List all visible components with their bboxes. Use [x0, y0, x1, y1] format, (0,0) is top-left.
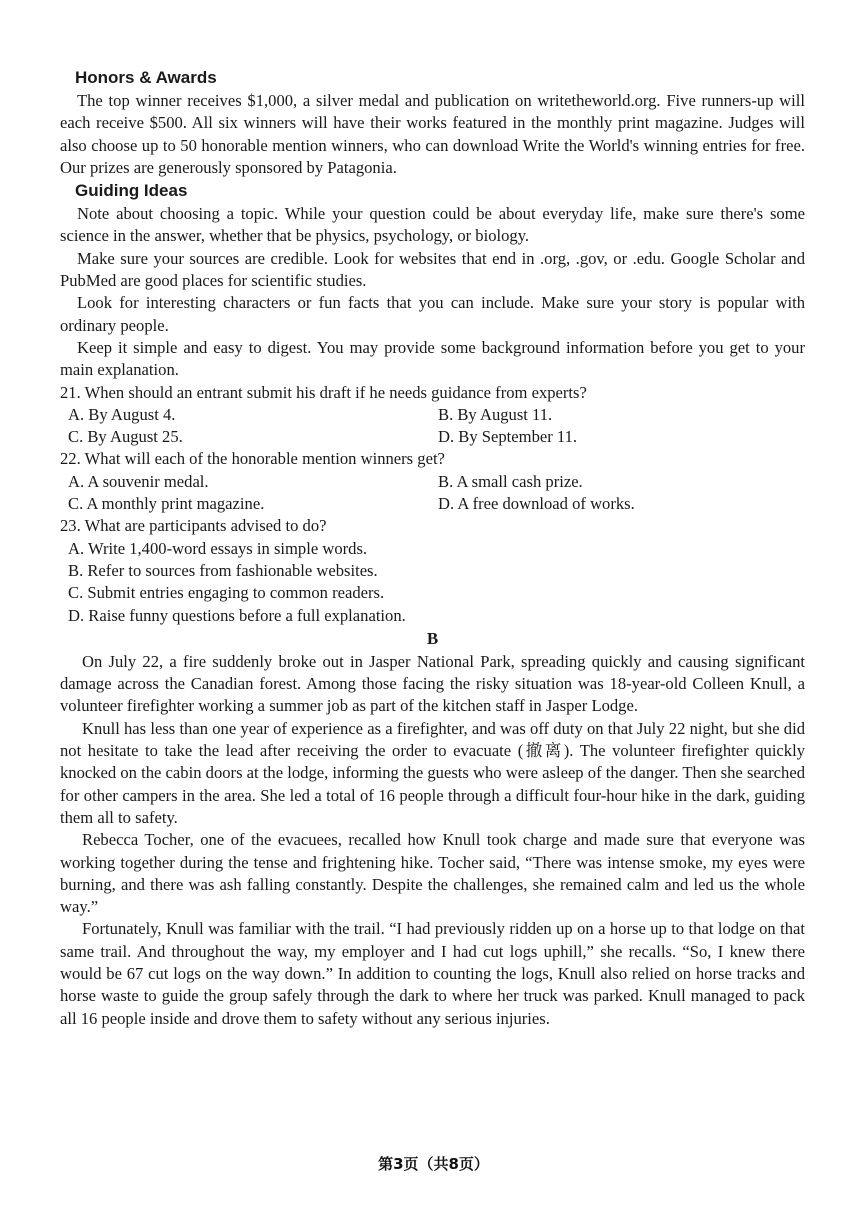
page-content: [60, 66, 805, 1030]
question-23: [60, 515, 805, 626]
option-d: D. A free download of works.: [438, 494, 635, 514]
question-stem: 23. What are participants advised to do?: [60, 516, 327, 536]
question-stem: 21. When should an entrant submit his draft if he needs guidance from experts?: [60, 382, 587, 402]
option-a: A. A souvenir medal.: [68, 471, 209, 491]
guiding-paragraph: Note about choosing a topic. While your question could be about everyday life, make sure there's some science in the answer, whether that be physics, psychology, or biology.: [60, 204, 805, 246]
honors-heading: Honors & Awards: [75, 68, 217, 87]
option-b: B. Refer to sources from fashionable websites.: [68, 560, 378, 580]
question-22: [60, 448, 805, 515]
page-number-footer: 第3页（共8页）: [378, 1155, 489, 1173]
option-d: D. By September 11.: [438, 427, 578, 447]
options-grid: [60, 471, 805, 516]
honors-paragraph: The top winner receives $1,000, a silver medal and publication on writetheworld.org. Five runners-up will each receive $500. All six winners will have their works featured in the monthly print magazine. Judges will also choose up to 50 honorable mention winners, who can download Write the World's winning entries for free. Our prizes are generously sponsored by Patagonia.: [60, 91, 805, 177]
passage-paragraph: Rebecca Tocher, one of the evacuees, recalled how Knull took charge and made sure that everyone was working together during the tense and frightening hike. Tocher said, “There was intense smoke, my eyes were burning, and there was ash falling constantly. Despite the challenges, she remained calm and led us the whole way.”: [60, 830, 805, 917]
passage-paragraph: Fortunately, Knull was familiar with the trail. “I had previously ridden up on a horse up to that lodge on that same trail. And throughout the way, my employer and I had cut logs uphill,” she recalls. “So, I knew there would be 67 cut logs on the way down.” In addition to counting the logs, Knull also relied on horse tracks and horse waste to guide the group safely through the dark to where her truck was parked. Knull managed to pack all 16 people inside and drove them to safety without any serious injuries.: [60, 919, 805, 1028]
option-d: D. Raise funny questions before a full explanation.: [68, 605, 406, 625]
question-21: [60, 382, 805, 449]
guiding-paragraph: Make sure your sources are credible. Look for websites that end in .org, .gov, or .edu. Google Scholar and PubMed are good places for scientific studies.: [60, 248, 805, 291]
question-stem: 22. What will each of the honorable mention winners get?: [60, 449, 445, 469]
options-grid: [60, 404, 805, 449]
option-a: A. Write 1,400-word essays in simple words.: [68, 538, 368, 558]
guiding-paragraph: Keep it simple and easy to digest. You may provide some background information before you get to your main explanation.: [60, 337, 805, 380]
option-c: C. Submit entries engaging to common readers.: [68, 583, 385, 603]
passage-paragraph: Knull has less than one year of experience as a firefighter, and was off duty on that July 22 night, but she did not hesitate to take the lead after receiving the order to evacuate (撤离). The volunteer firefighter quickly knocked on the cabin doors at the lodge, informing the guests who were asleep of the danger. Then she searched for other campers in the area. She led a total of 16 people through a difficult four-hour hike in the dark, guiding them all to safety.: [60, 718, 805, 827]
guiding-paragraph: Look for interesting characters or fun facts that you can include. Make sure your story is popular with ordinary people.: [60, 293, 805, 335]
option-b: B. By August 11.: [438, 404, 553, 424]
option-c: C. A monthly print magazine.: [68, 494, 265, 514]
option-c: C. By August 25.: [68, 427, 183, 447]
option-b: B. A small cash prize.: [438, 471, 583, 491]
guiding-heading: Guiding Ideas: [75, 181, 188, 201]
option-a: A. By August 4.: [68, 404, 176, 424]
passage-paragraph: On July 22, a fire suddenly broke out in Jasper National Park, spreading quickly and causing significant damage across the Canadian forest. Among those facing the risky situation was 18-year-old Colleen Knull, a volunteer firefighter working a summer job as part of the kitchen staff in Jasper Lodge.: [60, 651, 805, 716]
section-b-heading: B: [426, 628, 439, 648]
options-list: [60, 538, 805, 627]
